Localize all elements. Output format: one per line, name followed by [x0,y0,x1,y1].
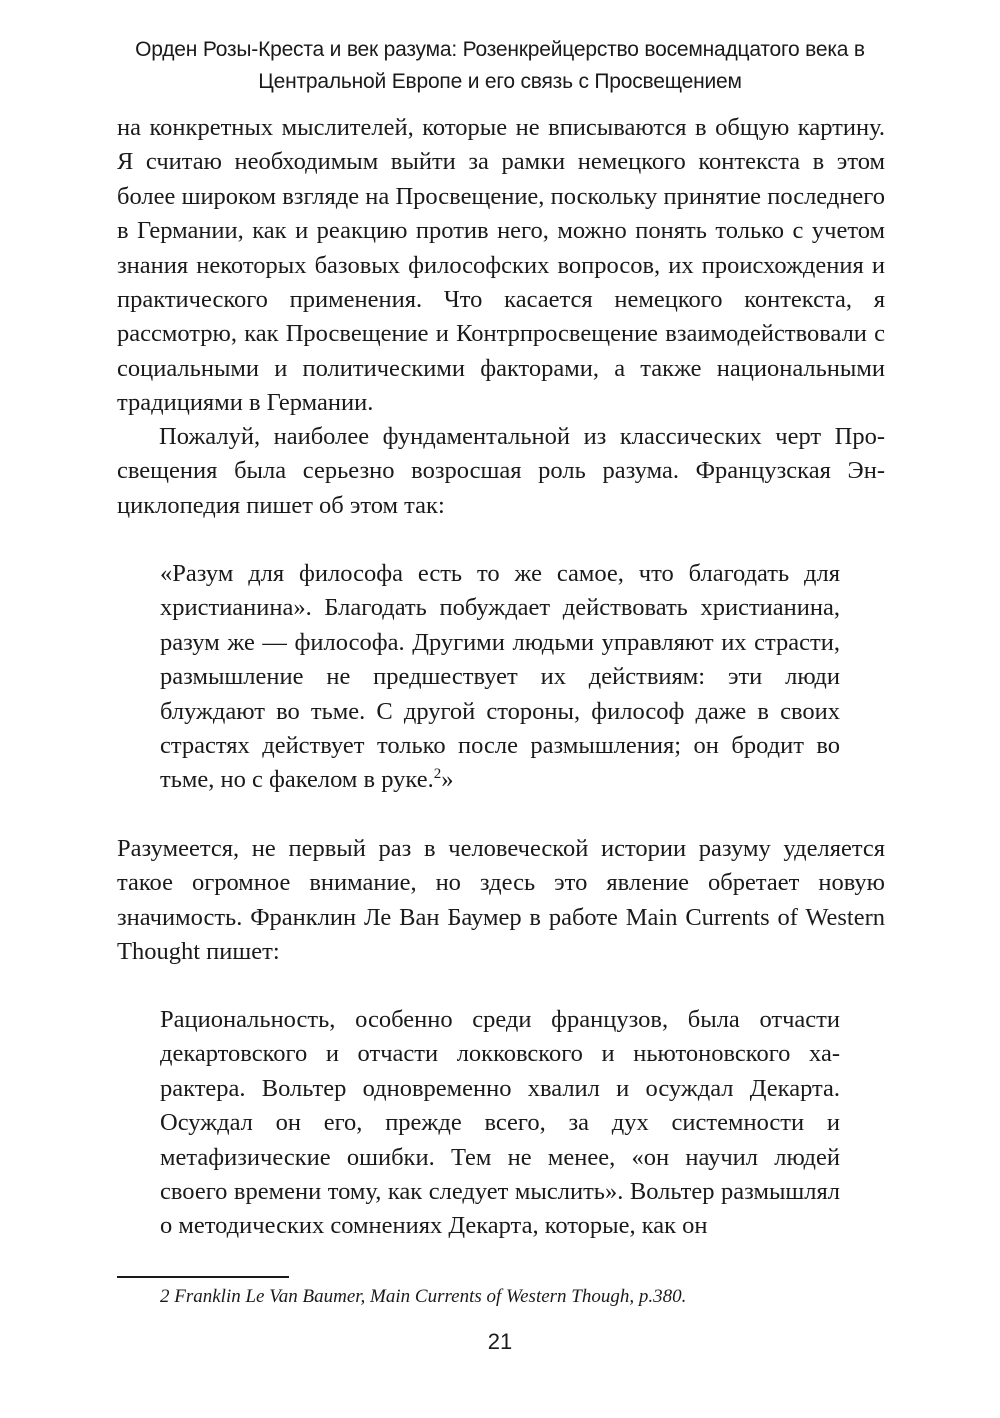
running-head-line-1: Орден Розы-Креста и век разума: Розенкрейцерство восемнадцатого века в [135,38,865,61]
running-head-line-2: Центральной Европе и его связь с Просвещением [258,70,742,93]
block-quote-baumer [160,1003,840,1244]
body-text-block-2 [117,420,885,523]
quote-text: «Разум для философа есть то же самое, что благодать для христианина». Благодать побуждает действовать христианина, разум же — философа. Другими людьми управляют их страсти, размышление не предшествует их действиям: эти люди блуждают во тьме. С другой стороны, философ даже в своих страстях действует только после размышления; он бродит во тьме, но с факелом в руке. [160,560,840,794]
body-text-block-1 [117,111,885,421]
body-text-block-3 [117,832,885,970]
quote-paragraph: Рациональность, особенно среди французов, была отчасти декартовского и отчасти локковского и ньютоновского характера. Вольтер одновременно хвалил и осуждал Декарта. Осуждал он его, прежде всего, за дух системности и метафизические ошибки. Тем не менее, «он научил людей своего времени тому, как следует мыслить». Вольтер размышлял о методических сомнениях Декарта, которые, как он [160,1006,840,1240]
paragraph-continued: на конкретных мыслителей, которые не вписываются в общую картину. Я считаю необходимым выйти за рамки немецкого контекста в этом более широком взгляде на Просвещение, поскольку принятие последнего в Германии, как и реакцию против него, можно понять только с учетом знания некоторых базовых философских вопросов, их происхождения и практического применения. Что касается немецкого контекста, я рассмотрю, как Просвещение и Контрпросвещение взаимодействовали с социальными и политическими факторами, а также национальными традициями в Германии. [117,114,885,417]
page-number: 21 [487,1329,513,1354]
paragraph-reason-role: Пожалуй, наиболее фундаментальной из классических черт Просвещения была серьезно возросшая роль разума. Французская Энциклопедия пишет об этом так: [117,423,885,519]
footnote-reference: 2 [433,766,442,783]
footnote-separator [117,1276,289,1278]
paragraph-baumer-intro: Разумеется, не первый раз в человеческой истории разуму уделяется такое огромное внимание, но здесь это явление обретает новую значимость. Франклин Ле Ван Баумер в работе Main Currents of Western Thought пишет: [117,835,885,966]
quote-closing-mark: » [441,766,454,794]
block-quote-encyclopedia [160,557,840,798]
footnote: 2 Franklin Le Van Baumer, Main Currents of Western Though, p.380. [160,1286,687,1307]
running-head [120,34,880,98]
quote-paragraph [160,557,840,798]
